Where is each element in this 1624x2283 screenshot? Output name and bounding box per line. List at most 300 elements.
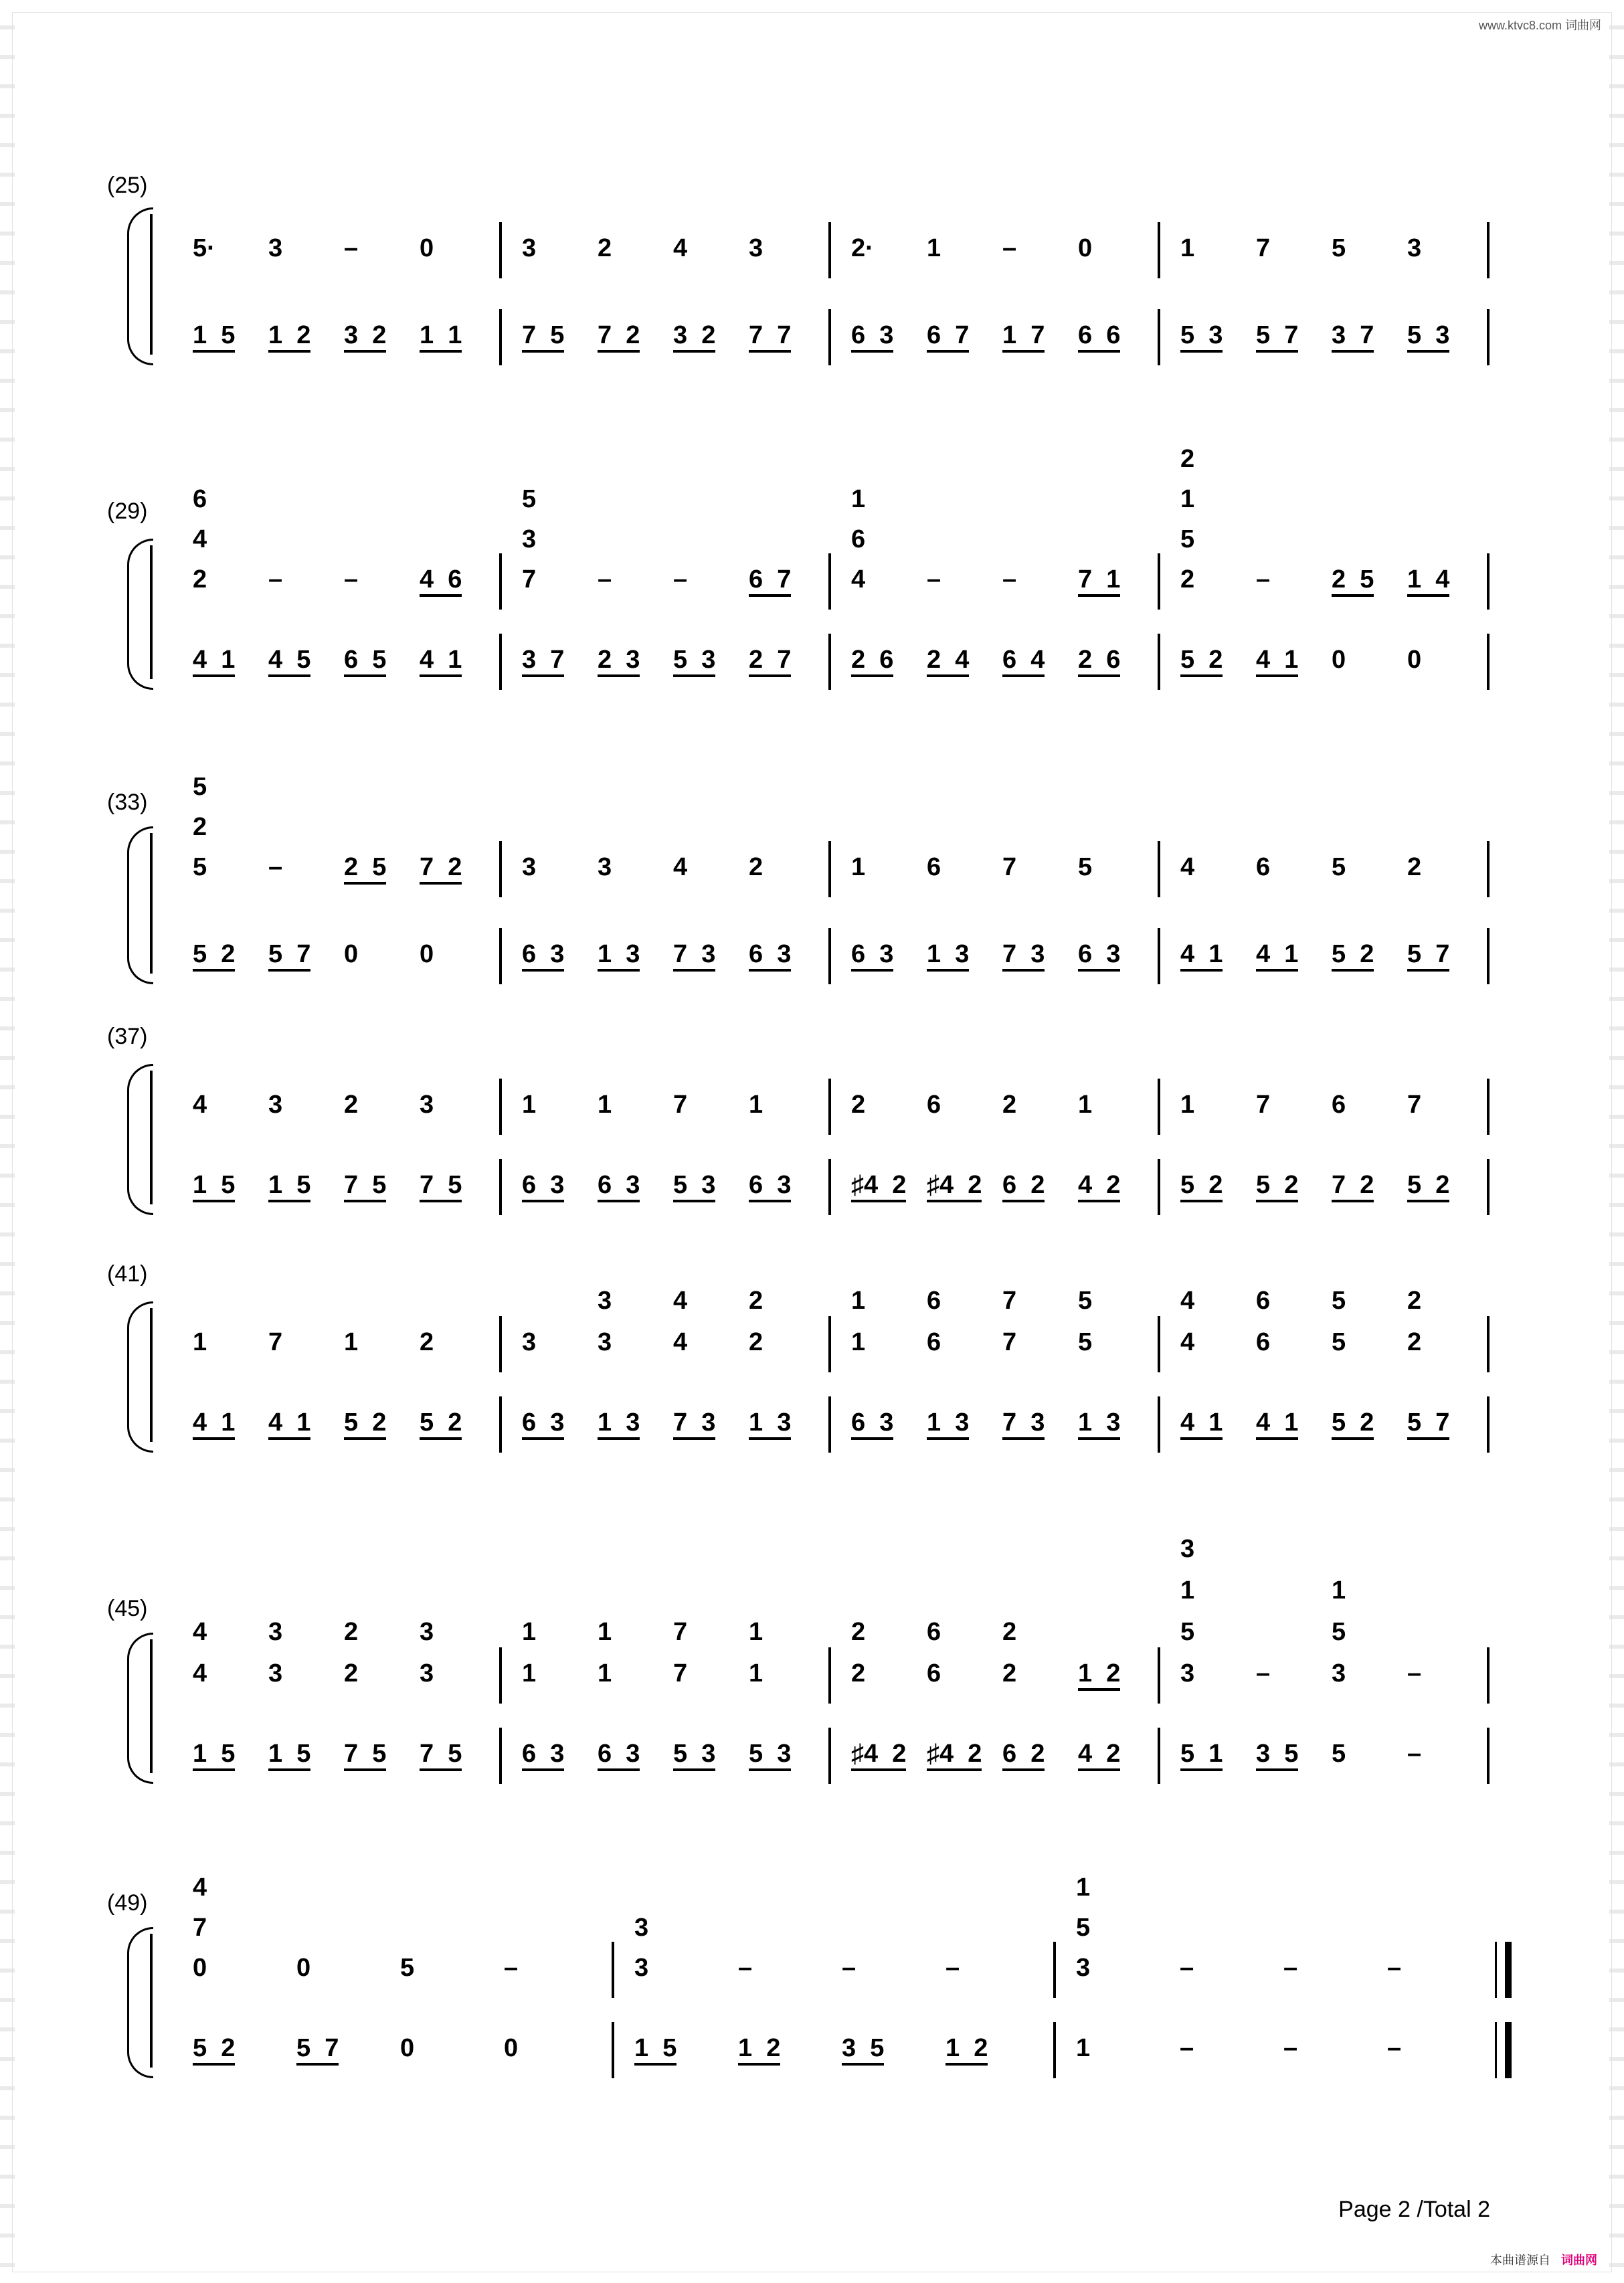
accompaniment-note: 1 1: [420, 321, 462, 353]
melody-note: 2: [1407, 1328, 1422, 1356]
melody-note: 1 4: [1407, 565, 1449, 597]
chord-note: 5: [1332, 1618, 1346, 1646]
barline: [499, 1079, 502, 1135]
melody-note: 3: [420, 1659, 434, 1687]
final-barline: [1495, 1942, 1512, 1998]
accompaniment-note: 2 3: [598, 646, 640, 677]
accompaniment-note: 4 1: [1256, 1408, 1298, 1440]
melody-note: 6: [1256, 1328, 1271, 1356]
chord-note: 1: [851, 1287, 866, 1315]
barline: [499, 1396, 502, 1453]
system-barline: [150, 1308, 153, 1442]
melody-note: –: [738, 1954, 753, 1982]
barline: [1053, 2022, 1056, 2078]
chord-note: 2: [193, 813, 207, 841]
accompaniment-note: 5 3: [673, 1740, 715, 1771]
barline: [1158, 1159, 1160, 1215]
accompaniment-note: 1 5: [634, 2034, 676, 2066]
accompaniment-note: 1 2: [738, 2034, 780, 2066]
barline: [1053, 1942, 1056, 1998]
melody-note: 5: [193, 853, 207, 881]
melody-note: 1: [344, 1328, 359, 1356]
melody-note: –: [1407, 1659, 1422, 1687]
melody-note: 4: [673, 1328, 688, 1356]
melody-note: 2: [749, 853, 763, 881]
accompaniment-note: 5 3: [673, 646, 715, 677]
melody-note: 7 2: [420, 853, 462, 885]
chord-note: 4: [193, 1618, 207, 1646]
chord-note: 7: [673, 1618, 688, 1646]
barline: [1487, 634, 1490, 690]
accompaniment-note: 5 2: [1407, 1171, 1449, 1202]
accompaniment-note: 3 5: [842, 2034, 884, 2066]
melody-note: 1: [749, 1659, 763, 1687]
accompaniment-note: 4 1: [420, 646, 462, 677]
page-number: Page 2 /Total 2: [1338, 2197, 1490, 2222]
melody-note: 3: [268, 1091, 283, 1119]
barline: [1158, 1647, 1160, 1704]
accompaniment-note: –: [1283, 2034, 1298, 2062]
accompaniment-note: 4 1: [1256, 646, 1298, 677]
melody-note: 4: [851, 565, 866, 593]
barline: [828, 1396, 831, 1453]
chord-note: 1: [1332, 1576, 1346, 1605]
melody-note: 1: [598, 1091, 612, 1119]
melody-note: 7: [522, 565, 537, 593]
barline: [828, 1079, 831, 1135]
accompaniment-note: 4 1: [268, 1408, 310, 1440]
melody-note: 5: [1078, 853, 1093, 881]
melody-note: –: [504, 1954, 519, 1982]
melody-note: –: [1256, 565, 1271, 593]
accompaniment-note: 4 1: [1180, 1408, 1223, 1440]
accompaniment-note: 6 2: [1002, 1171, 1045, 1202]
chord-note: 7: [1002, 1287, 1017, 1315]
accompaniment-note: 5 2: [1332, 1408, 1374, 1440]
barline: [1487, 1647, 1490, 1704]
accompaniment-note: 0: [1332, 646, 1346, 674]
melody-note: 6: [927, 1091, 941, 1119]
melody-note: 4: [1180, 1328, 1195, 1356]
melody-note: 1: [1180, 1091, 1195, 1119]
accompaniment-note: –: [1180, 2034, 1194, 2062]
barline: [828, 1728, 831, 1784]
melody-note: 6: [1332, 1091, 1346, 1119]
melody-note: 7: [1002, 1328, 1017, 1356]
accompaniment-note: 4 1: [193, 646, 235, 677]
accompaniment-note: 6 3: [522, 940, 564, 972]
system-barline: [150, 545, 153, 679]
barline: [1487, 1728, 1490, 1784]
barline: [1158, 1396, 1160, 1453]
barline: [1158, 1316, 1160, 1372]
accompaniment-note: 6 3: [851, 321, 893, 353]
chord-note: 6: [1256, 1287, 1271, 1315]
accompaniment-note: 6 3: [522, 1740, 564, 1771]
final-barline: [1495, 2022, 1512, 2078]
accompaniment-note: 6 3: [598, 1171, 640, 1202]
barline: [499, 928, 502, 984]
accompaniment-note: 5 7: [1407, 940, 1449, 972]
chord-note: 5: [1180, 525, 1195, 553]
accompaniment-note: 6 7: [927, 321, 969, 353]
melody-note: –: [598, 565, 612, 593]
melody-note: 5: [1332, 234, 1346, 262]
accompaniment-note: 5 2: [193, 2034, 235, 2066]
accompaniment-note: 7 5: [344, 1171, 386, 1202]
barline: [828, 553, 831, 610]
chord-note: 1: [1180, 485, 1195, 513]
barline: [1158, 309, 1160, 365]
barline: [828, 928, 831, 984]
accompaniment-note: 4 1: [193, 1408, 235, 1440]
accompaniment-note: 7 3: [1002, 940, 1045, 972]
accompaniment-note: 6 5: [344, 646, 386, 677]
melody-note: 4: [1180, 853, 1195, 881]
barline: [1487, 222, 1490, 278]
measure-number: (37): [107, 1024, 148, 1049]
chord-note: 4: [193, 1874, 207, 1902]
accompaniment-note: 6 2: [1002, 1740, 1045, 1771]
melody-note: 1: [851, 853, 866, 881]
melody-note: 3: [598, 1328, 612, 1356]
accompaniment-note: 5 7: [268, 940, 310, 972]
measure-number: (29): [107, 498, 148, 524]
barline: [499, 222, 502, 278]
accompaniment-note: 0: [344, 940, 359, 968]
melody-note: 1 2: [1078, 1659, 1120, 1691]
accompaniment-note: 0: [1407, 646, 1422, 674]
chord-note: 1: [522, 1618, 537, 1646]
melody-note: 3: [522, 1328, 537, 1356]
accompaniment-note: 5 2: [1332, 940, 1374, 972]
melody-note: 4: [193, 1091, 207, 1119]
site-watermark-bottom: [1490, 2251, 1597, 2268]
melody-note: –: [268, 853, 283, 881]
chord-note: 1: [598, 1618, 612, 1646]
measure-number: (41): [107, 1261, 148, 1287]
accompaniment-note: 7 2: [598, 321, 640, 353]
accompaniment-note: 4 5: [268, 646, 310, 677]
accompaniment-note: 2 6: [851, 646, 893, 677]
accompaniment-note: ♯4 2: [927, 1740, 982, 1771]
accompaniment-note: 1 5: [193, 321, 235, 353]
melody-note: 1: [927, 234, 941, 262]
accompaniment-note: 1 3: [749, 1408, 791, 1440]
barline: [499, 634, 502, 690]
barline: [828, 1316, 831, 1372]
barline: [1487, 1079, 1490, 1135]
accompaniment-note: –: [1407, 1740, 1422, 1768]
accompaniment-note: 3 2: [673, 321, 715, 353]
chord-note: 6: [851, 525, 866, 553]
accompaniment-note: 4 1: [1256, 940, 1298, 972]
melody-note: 2: [1002, 1659, 1017, 1687]
melody-note: 0: [296, 1954, 311, 1982]
melody-note: 1: [1078, 1091, 1093, 1119]
chord-note: 2: [851, 1618, 866, 1646]
accompaniment-note: 1 5: [193, 1171, 235, 1202]
barline: [828, 634, 831, 690]
accompaniment-note: 0: [420, 940, 434, 968]
accompaniment-note: 3 2: [344, 321, 386, 353]
barline: [828, 222, 831, 278]
melody-note: 2: [851, 1091, 866, 1119]
chord-note: 5: [1078, 1287, 1093, 1315]
melody-note: 5: [1332, 853, 1346, 881]
melody-note: 2: [1407, 853, 1422, 881]
accompaniment-note: 5 7: [296, 2034, 339, 2066]
barline: [499, 1728, 502, 1784]
accompaniment-note: 1 3: [598, 940, 640, 972]
accompaniment-note: 2 6: [1078, 646, 1120, 677]
melody-note: 2: [420, 1328, 434, 1356]
accompaniment-note: 5 3: [749, 1740, 791, 1771]
melody-note: 2: [193, 565, 207, 593]
accompaniment-note: 1: [1076, 2034, 1091, 2062]
melody-note: 3: [1332, 1659, 1346, 1687]
accompaniment-note: 1 3: [598, 1408, 640, 1440]
accompaniment-note: 1 3: [927, 1408, 969, 1440]
accompaniment-note: 5 3: [1407, 321, 1449, 353]
melody-note: 0: [1078, 234, 1093, 262]
accompaniment-note: ♯4 2: [927, 1171, 982, 1202]
accompaniment-note: ♯4 2: [851, 1171, 906, 1202]
melody-note: 0: [193, 1954, 207, 1982]
system-barline: [150, 214, 153, 355]
melody-note: 7: [1002, 853, 1017, 881]
barline: [499, 1316, 502, 1372]
chord-note: 2: [344, 1618, 359, 1646]
melody-note: 2 5: [344, 853, 386, 885]
chord-note: 2: [749, 1287, 763, 1315]
chord-note: 1: [1076, 1874, 1091, 1902]
barline: [499, 1647, 502, 1704]
melody-note: 1: [193, 1328, 207, 1356]
chord-note: 1: [851, 485, 866, 513]
accompaniment-note: 3 5: [1256, 1740, 1298, 1771]
accompaniment-note: 0: [504, 2034, 519, 2062]
accompaniment-note: 4 2: [1078, 1171, 1120, 1202]
accompaniment-note: 1 3: [1078, 1408, 1120, 1440]
accompaniment-note: 5: [1332, 1740, 1346, 1768]
barline: [828, 1647, 831, 1704]
measure-number: (49): [107, 1890, 148, 1916]
melody-note: 6: [927, 853, 941, 881]
melody-note: 2: [598, 234, 612, 262]
melody-note: 7: [673, 1659, 688, 1687]
chord-note: 3: [634, 1914, 649, 1942]
accompaniment-note: 4 2: [1078, 1740, 1120, 1771]
accompaniment-note: 5 7: [1256, 321, 1298, 353]
melody-note: –: [344, 565, 359, 593]
melody-note: 2: [1180, 565, 1195, 593]
melody-note: 7: [1256, 1091, 1271, 1119]
melody-note: 3: [634, 1954, 649, 1982]
accompaniment-note: 7 5: [420, 1171, 462, 1202]
accompaniment-note: 7 5: [344, 1740, 386, 1771]
barline: [1158, 841, 1160, 897]
accompaniment-note: 0: [400, 2034, 415, 2062]
barline: [499, 553, 502, 610]
chord-note: 3: [420, 1618, 434, 1646]
melody-note: –: [673, 565, 688, 593]
melody-note: –: [945, 1954, 960, 1982]
measure-number: (25): [107, 173, 148, 198]
melody-note: 3: [749, 234, 763, 262]
melody-note: –: [1387, 1954, 1402, 1982]
accompaniment-note: 7 3: [673, 940, 715, 972]
accompaniment-note: 6 3: [598, 1740, 640, 1771]
chord-note: 5: [1076, 1914, 1091, 1942]
accompaniment-note: 5 2: [420, 1408, 462, 1440]
accompaniment-note: 7 3: [673, 1408, 715, 1440]
accompaniment-note: 6 3: [749, 1171, 791, 1202]
chord-note: 5: [1180, 1618, 1195, 1646]
chord-note: 6: [193, 485, 207, 513]
barline: [1158, 1079, 1160, 1135]
barline: [1487, 928, 1490, 984]
accompaniment-note: 1 7: [1002, 321, 1045, 353]
accompaniment-note: 1 2: [268, 321, 310, 353]
melody-note: 1: [851, 1328, 866, 1356]
melody-note: 2: [344, 1659, 359, 1687]
melody-note: –: [344, 234, 359, 262]
system-barline: [150, 1639, 153, 1773]
barline: [499, 841, 502, 897]
melody-note: 3: [1076, 1954, 1091, 1982]
melody-note: –: [1283, 1954, 1298, 1982]
melody-note: 1: [749, 1091, 763, 1119]
measure-number: (33): [107, 790, 148, 815]
accompaniment-note: 5 7: [1407, 1408, 1449, 1440]
accompaniment-note: 1 2: [945, 2034, 988, 2066]
melody-note: 2 5: [1332, 565, 1374, 597]
melody-note: 6: [1256, 853, 1271, 881]
melody-note: –: [1002, 234, 1017, 262]
accompaniment-note: 3 7: [1332, 321, 1374, 353]
chord-note: 5: [522, 485, 537, 513]
barline: [1158, 634, 1160, 690]
brand-logo: 词曲网: [1561, 2254, 1597, 2267]
chord-note: 6: [927, 1618, 941, 1646]
chord-note: 5: [193, 773, 207, 801]
barline: [1487, 1316, 1490, 1372]
accompaniment-note: 7 2: [1332, 1171, 1374, 1202]
accompaniment-note: 1 5: [268, 1740, 310, 1771]
melody-note: 5: [1078, 1328, 1093, 1356]
accompaniment-note: –: [1387, 2034, 1402, 2062]
accompaniment-note: 1 3: [927, 940, 969, 972]
melody-note: 6: [927, 1328, 941, 1356]
barline: [1487, 841, 1490, 897]
accompaniment-note: 6 3: [1078, 940, 1120, 972]
melody-note: 5: [1332, 1328, 1346, 1356]
melody-note: 5: [400, 1954, 415, 1982]
melody-note: –: [1180, 1954, 1194, 1982]
accompaniment-note: 1 5: [268, 1171, 310, 1202]
accompaniment-note: 7 5: [420, 1740, 462, 1771]
barline: [499, 309, 502, 365]
melody-note: 1: [522, 1091, 537, 1119]
barline: [828, 1159, 831, 1215]
melody-note: 3: [1180, 1659, 1195, 1687]
melody-note: –: [842, 1954, 856, 1982]
melody-note: 7: [268, 1328, 283, 1356]
accompaniment-note: 6 3: [851, 1408, 893, 1440]
chord-note: 2: [1002, 1618, 1017, 1646]
melody-note: 1: [522, 1659, 537, 1687]
melody-note: –: [268, 565, 283, 593]
melody-note: –: [1256, 1659, 1271, 1687]
melody-note: 2: [749, 1328, 763, 1356]
melody-note: 3: [522, 853, 537, 881]
accompaniment-note: ♯4 2: [851, 1740, 906, 1771]
chord-note: 1: [749, 1618, 763, 1646]
melody-note: 7: [1256, 234, 1271, 262]
accompaniment-note: 7 3: [1002, 1408, 1045, 1440]
melody-note: 4: [193, 1659, 207, 1687]
system-barline: [150, 833, 153, 974]
melody-note: 1: [1180, 234, 1195, 262]
accompaniment-note: 2 4: [927, 646, 969, 677]
accompaniment-note: 4 1: [1180, 940, 1223, 972]
melody-note: 4: [673, 234, 688, 262]
accompaniment-note: 1 5: [193, 1740, 235, 1771]
accompaniment-note: 6 4: [1002, 646, 1045, 677]
chord-note: 3: [522, 525, 537, 553]
barline: [828, 309, 831, 365]
chord-note: 4: [673, 1287, 688, 1315]
accompaniment-note: 6 3: [749, 940, 791, 972]
chord-note: 1: [1180, 1576, 1195, 1605]
accompaniment-note: 6 3: [522, 1171, 564, 1202]
melody-note: 3: [268, 234, 283, 262]
measure-number: (45): [107, 1596, 148, 1621]
barline: [1158, 222, 1160, 278]
chord-note: 2: [1180, 445, 1195, 473]
melody-note: 6 7: [749, 565, 791, 597]
barline: [1487, 553, 1490, 610]
barline: [499, 1159, 502, 1215]
chord-note: 3: [598, 1287, 612, 1315]
barline: [1487, 309, 1490, 365]
chord-note: 4: [193, 525, 207, 553]
accompaniment-note: 5 3: [673, 1171, 715, 1202]
melody-note: 1: [598, 1659, 612, 1687]
accompaniment-note: 5 2: [1256, 1171, 1298, 1202]
melody-note: –: [1002, 565, 1017, 593]
melody-note: 4 6: [420, 565, 462, 597]
accompaniment-note: 6 6: [1078, 321, 1120, 353]
system-barline: [150, 1071, 153, 1204]
barline: [1487, 1396, 1490, 1453]
barline: [1158, 928, 1160, 984]
melody-note: 2: [851, 1659, 866, 1687]
accompaniment-note: 6 3: [522, 1408, 564, 1440]
accompaniment-note: 5 2: [1180, 1171, 1223, 1202]
melody-note: 3: [522, 234, 537, 262]
accompaniment-note: 7 5: [522, 321, 564, 353]
chord-note: 7: [193, 1914, 207, 1942]
melody-note: 2·: [851, 234, 874, 262]
barline: [1158, 1728, 1160, 1784]
melody-note: 4: [673, 853, 688, 881]
accompaniment-note: 2 7: [749, 646, 791, 677]
melody-note: 0: [420, 234, 434, 262]
melody-note: –: [927, 565, 941, 593]
accompaniment-note: 5 2: [193, 940, 235, 972]
